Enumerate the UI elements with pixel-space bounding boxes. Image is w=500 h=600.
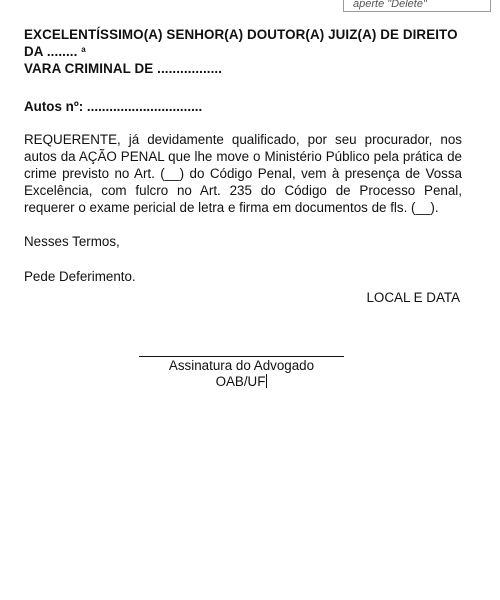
signature-line — [139, 356, 344, 357]
signature-block — [139, 358, 344, 390]
court-header-line2: VARA CRIMINAL DE ................. — [24, 61, 223, 76]
closing-request: Pede Deferimento. — [24, 269, 136, 284]
signature-registration-row — [139, 374, 344, 390]
document-editor[interactable] — [24, 26, 462, 285]
case-number: Autos nº: ............................... — [24, 99, 203, 114]
local-and-date: LOCAL E DATA — [366, 290, 460, 305]
text-cursor — [266, 374, 267, 388]
signature-name: Assinatura do Advogado — [168, 358, 315, 373]
closing-terms: Nesses Termos, — [24, 234, 120, 249]
delete-hint-box: aperte "Delete" — [343, 0, 491, 12]
court-header-superscript: a — [81, 45, 86, 54]
court-header-line1: EXCELENTÍSSIMO(A) SENHOR(A) DOUTOR(A) JUIZ(A) DE DIREITO DA ........ — [24, 27, 458, 59]
court-header — [24, 26, 462, 77]
petition-body: REQUERENTE, já devidamente qualificado, por seu procurador, nos autos da AÇÃO PENAL que lhe move o Ministério Público pela prática de crime previsto no Art. (__) do Código Penal, vem à presença de Vossa Excelência, com fulcro no Art. 235 do Código de Processo Penal, requerer o exame pericial de letra e firma em documentos de fls. (__). — [24, 132, 462, 215]
signature-registration: OAB/UF — [215, 374, 266, 389]
